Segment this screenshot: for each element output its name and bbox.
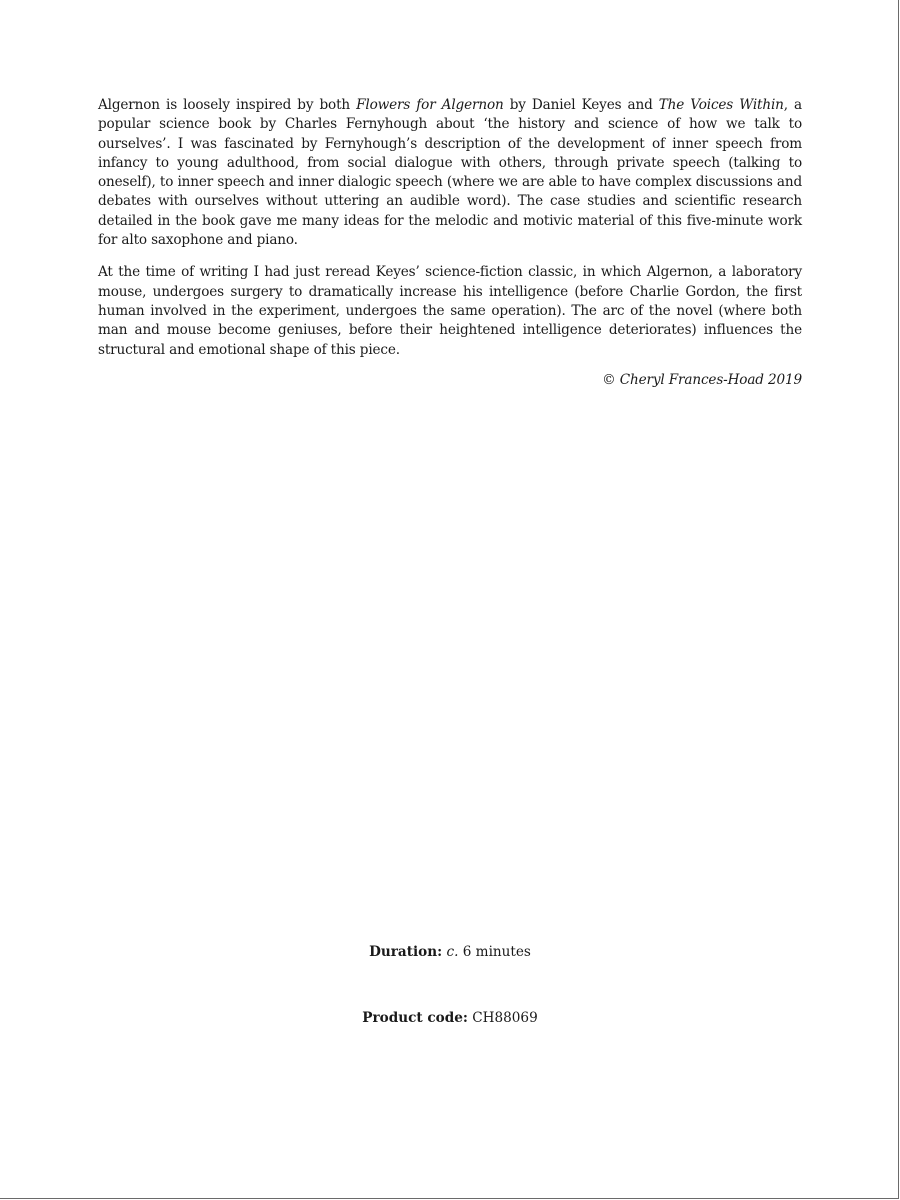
duration-value: 6 minutes xyxy=(458,944,531,960)
duration-circa: c. xyxy=(446,944,459,960)
book-title-flowers-for-algernon: Flowers for Algernon xyxy=(356,97,504,113)
paragraph-1-part-3: , a popular science book by Charles Fernyhough about ‘the history and science of how we talk to ourselves’. I was fascinated by Fernyhough’s description of the development of inner speech from infancy to young adulthood, from social dialogue with others, through private speech (talking to oneself), to inner speech and inner dialogic speech (where we are able to have complex discussions and debates with ourselves without uttering an audible word). The case studies and scientific research detailed in the book gave me many ideas for the melodic and motivic material of this five-minute work for alto saxophone and piano. xyxy=(98,97,803,249)
paragraph-2: At the time of writing I had just reread Keyes’ science-fiction classic, in which Algernon, a laboratory mouse, undergoes surgery to dramatically increase his intelligence (before Charlie Gordon, the first human involved in the experiment, undergoes the same operation). The arc of the novel (where both man and mouse become geniuses, before their heightened intelligence deteriorates) influences the structural and emotional shape of this piece. xyxy=(98,264,802,358)
duration-line xyxy=(0,944,900,960)
product-code-value: CH88069 xyxy=(467,1010,538,1026)
paragraph-1-part-2: by Daniel Keyes and xyxy=(503,97,659,113)
copyright-line: © Cheryl Frances-Hoad 2019 xyxy=(602,371,802,388)
paragraph-1-part-1: Algernon is loosely inspired by both xyxy=(98,97,357,113)
product-code-line xyxy=(0,1010,900,1026)
programme-note xyxy=(98,96,802,390)
product-code-label: Product code: xyxy=(362,1010,468,1026)
duration-label: Duration: xyxy=(369,944,443,960)
book-title-the-voices-within: The Voices Within xyxy=(658,97,784,113)
paragraph-1 xyxy=(98,96,802,250)
